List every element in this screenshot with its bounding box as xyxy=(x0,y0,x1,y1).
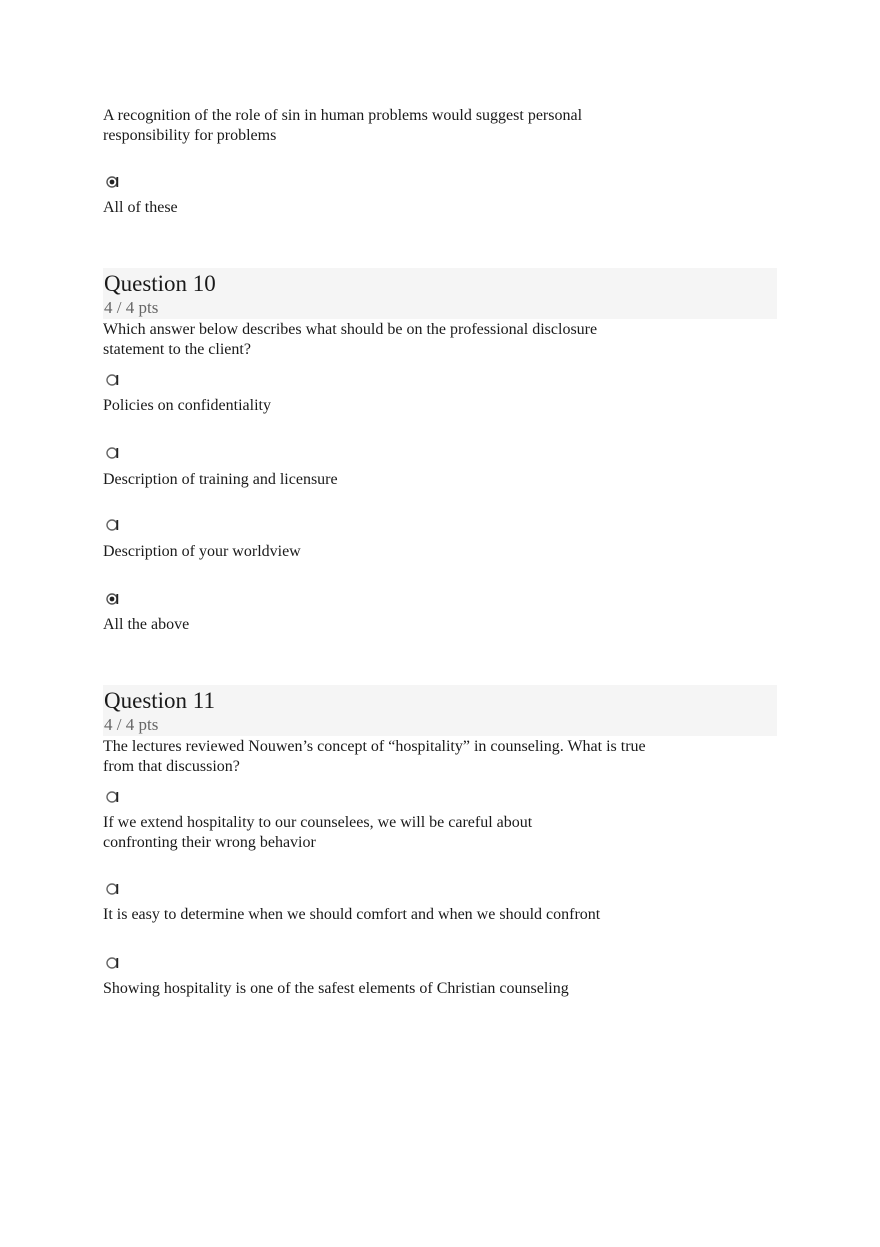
question-prompt: Which answer below describes what should be on the professional disclosure statement to the client? xyxy=(103,321,598,358)
answer-text: If we extend hospitality to our counselees, we will be careful about confronting their wrong behavior xyxy=(103,814,533,851)
question-title: Question 10 xyxy=(104,271,216,296)
radio-selected-icon[interactable] xyxy=(105,592,119,606)
answer-text: Description of your worldview xyxy=(103,543,301,560)
answer-text: Description of training and licensure xyxy=(103,471,338,488)
radio-unselected-icon[interactable] xyxy=(105,446,119,460)
question-header xyxy=(103,685,777,736)
question-title: Question 11 xyxy=(104,688,215,713)
question-header xyxy=(103,268,777,319)
answer-text: All of these xyxy=(103,199,178,216)
answer-text: Policies on confidentiality xyxy=(103,397,271,414)
radio-unselected-icon[interactable] xyxy=(105,790,119,804)
radio-unselected-icon[interactable] xyxy=(105,518,119,532)
radio-selected-icon[interactable] xyxy=(105,175,119,189)
radio-unselected-icon[interactable] xyxy=(105,956,119,970)
question-prompt: The lectures reviewed Nouwen’s concept of “hospitality” in counseling. What is true from that discussion? xyxy=(103,738,646,775)
radio-unselected-icon[interactable] xyxy=(105,882,119,896)
answer-text: A recognition of the role of sin in human problems would suggest personal responsibility for problems xyxy=(103,107,583,144)
radio-unselected-icon[interactable] xyxy=(105,373,119,387)
question-points: 4 / 4 pts xyxy=(104,298,159,317)
answer-text: Showing hospitality is one of the safest elements of Christian counseling xyxy=(103,980,569,997)
question-points: 4 / 4 pts xyxy=(104,715,159,734)
answer-text: All the above xyxy=(103,616,190,633)
answer-text: It is easy to determine when we should comfort and when we should confront xyxy=(103,906,601,923)
